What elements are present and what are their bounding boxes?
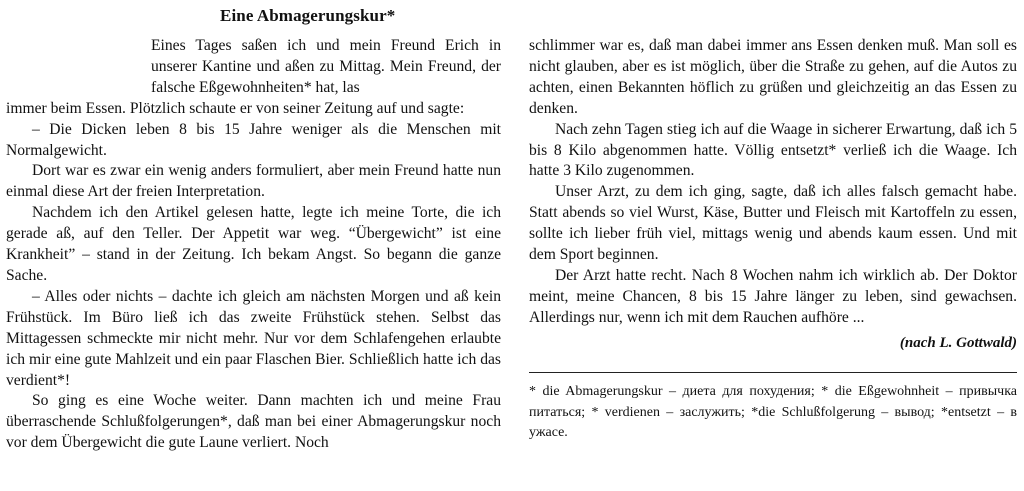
paragraph: – Alles oder nichts – dachte ich gleich am nächsten Morgen und aß kein Frühstück. Im Büro ließ ich das zweite Frühstück stehen. Selbst das Mittagessen schmeckte mir nicht mehr. Nur vor dem Schlafengehen erlaubte ich mir eine gute Mahlzeit und ein paar Flaschen Bier. Schließlich hatte ich das verdient*! [6,287,501,389]
paragraph: – Die Dicken leben 8 bis 15 Jahre weniger als die Menschen mit Normalgewicht. [6,120,501,159]
paragraph: Nach zehn Tagen stieg ich auf die Waage in sicherer Erwartung, daß ich 5 bis 8 Kilo abgenommen hatte. Völlig entsetzt* verließ ich die Waage. Ich hatte 3 Kilo zugenommen. [529,120,1017,180]
footnote-divider [529,372,1017,373]
attribution: (nach L. Gottwald) [899,334,1017,351]
paragraph: Nachdem ich den Artikel gelesen hatte, legte ich meine Torte, die ich gerade aß, auf den Teller. Der Appetit war weg. “Übergewicht” ist eine Krankheit” – stand in der Zeitung. Ich bekam Angst. So begann die ganze Sache. [6,204,501,284]
article-title: Eine Abmagerungskur* [220,6,396,25]
left-column [6,36,501,454]
intro-paragraph-continued: immer beim Essen. Plötzlich schaute er von seiner Zeitung auf und sagte: [6,99,465,117]
paragraph: Unser Arzt, zu dem ich ging, sagte, daß ich alles falsch gemacht habe. Statt abends so viel Wurst, Käse, Butter und Fleisch mit Kartoffeln zu essen, sollte ich lieber früh viel, mittags wenig und abends kaum essen. Und mit dem Sport beginnen. [529,183,1017,264]
footnote-glossary: * die Abmagerungskur – диета для похудения; * die Eßgewohnheit – привычка питаться; * verdienen – заслужить; *die Schlußfolgerung – вывод; *entsetzt – в ужасе. [529,384,1017,440]
right-column [529,36,1017,354]
paragraph: So ging es eine Woche weiter. Dann machten ich und meine Frau überraschende Schlußfolgerungen*, daß man bei einer Abmagerungskur noch vor dem Übergewicht die gute Laune verliert. Noch [6,392,501,452]
paragraph: Dort war es zwar ein wenig anders formuliert, aber mein Freund hatte nun einmal diese Art der freien Interpretation. [6,162,501,201]
intro-paragraph: Eines Tages saßen ich und mein Freund Erich in unserer Kantine und aßen zu Mittag. Mein Freund, der falsche Eßgewohnheiten* hat, las [151,37,501,96]
paragraph: Der Arzt hatte recht. Nach 8 Wochen nahm ich wirklich ab. Der Doktor meint, meine Chancen, 8 bis 15 Jahre länger zu leben, sind gewachsen. Allerdings nur, wenn ich mit dem Rauchen aufhöre ... [529,266,1017,326]
paragraph-continued: schlimmer war es, daß man dabei immer ans Essen denken muß. Man soll es nicht glauben, aber es ist möglich, über die Straße zu gehen, auf die Autos zu achten, einen Bekannten höflich zu grüßen und gleichzeitig an das Essen zu denken. [529,37,1017,117]
